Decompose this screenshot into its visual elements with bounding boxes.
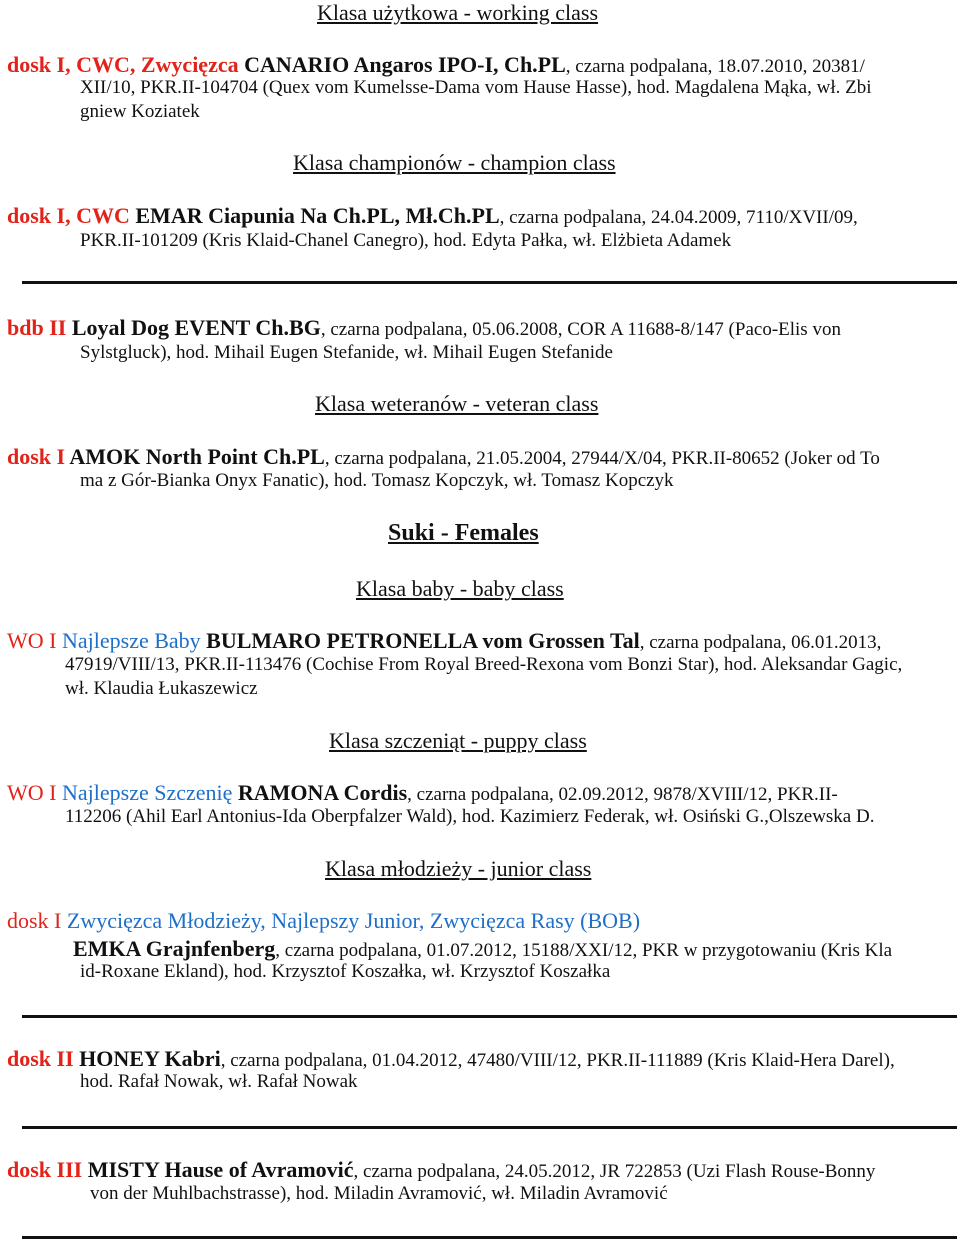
placement: dosk I (7, 908, 62, 933)
dog-name: EMAR Ciapunia Na Ch.PL, Mł.Ch.PL (129, 203, 500, 228)
entry-honey-line2: hod. Rafał Nowak, wł. Rafał Nowak (80, 1071, 358, 1092)
dog-name: MISTY Hause of Avramović (82, 1157, 354, 1182)
heading-junior-class: Klasa młodzieży - junior class (325, 856, 592, 881)
heading-working-class: Klasa użytkowa - working class (317, 0, 599, 25)
divider (22, 1236, 957, 1239)
placement: dosk III (7, 1157, 83, 1182)
dog-name: HONEY Kabri (73, 1046, 221, 1071)
details: , czarna podpalana, 24.04.2009, 7110/XVII/09, (499, 207, 858, 228)
dog-name: AMOK North Point Ch.PL (65, 444, 325, 469)
titles: CWC, Zwycięzca (70, 52, 239, 77)
entry-emar (7, 203, 858, 229)
entry-honey (7, 1046, 895, 1072)
details: , czarna podpalana, 18.07.2010, 20381/ (565, 56, 865, 77)
entry-misty (7, 1157, 875, 1183)
entry-emka-titles (7, 908, 640, 934)
entry-bulmaro-petronella (7, 628, 881, 654)
titles: Zwycięzca Młodzieży, Najlepszy Junior, Zwycięzca Rasy (BOB) (61, 908, 641, 933)
heading-veteran-class: Klasa weteranów - veteran class (315, 391, 599, 416)
dog-name: CANARIO Angaros IPO-I, Ch.PL (238, 52, 566, 77)
entry-ramona (7, 780, 838, 806)
entry-canario-line3: gniew Koziatek (80, 101, 200, 122)
placement: dosk I, (7, 203, 71, 228)
divider (22, 1015, 957, 1018)
entry-canario-line2: XII/10, PKR.II-104704 (Quex vom Kumelsse-Dama vom Hause Hasse), hod. Magdalena Mąka, wł. Zbi (80, 77, 872, 98)
heading-champion-class: Klasa championów - champion class (293, 150, 616, 175)
details: , czarna podpalana, 24.05.2012, JR 722853 (Uzi Flash Rouse-Bonny (353, 1161, 876, 1182)
details: , czarna podpalana, 21.05.2004, 27944/X/04, PKR.II-80652 (Joker od To (324, 448, 880, 469)
dog-name: RAMONA Cordis (232, 780, 408, 805)
dog-name: EMKA Grajnfenberg (73, 936, 276, 961)
entry-ramona-line2: 112206 (Ahil Earl Antonius-Ida Oberpfalzer Wald), hod. Kazimierz Federak, wł. Osiński G.,Olszewska D. (65, 806, 875, 827)
placement: WO I (7, 780, 57, 805)
titles: Najlepsze Szczenię (56, 780, 233, 805)
details: , czarna podpalana, 02.09.2012, 9878/XVIII/12, PKR.II- (407, 784, 838, 805)
dog-name: Loyal Dog EVENT Ch.BG (66, 315, 321, 340)
placement: WO I (7, 628, 57, 653)
titles: CWC (70, 203, 130, 228)
entry-misty-line2: von der Muhlbachstrasse), hod. Miladin Avramović, wł. Miladin Avramović (90, 1183, 668, 1204)
placement: dosk I, (7, 52, 71, 77)
details: , czarna podpalana, 01.04.2012, 47480/VIII/12, PKR.II-111889 (Kris Klaid-Hera Darel), (220, 1050, 895, 1071)
divider (22, 281, 957, 284)
placement: bdb II (7, 315, 67, 340)
details: , czarna podpalana, 05.06.2008, COR A 11688-8/147 (Paco-Elis von (320, 319, 841, 340)
entry-amok (7, 444, 880, 470)
entry-loyal-dog-event (7, 315, 841, 341)
dog-name: BULMARO PETRONELLA vom Grossen Tal (200, 628, 640, 653)
details: , czarna podpalana, 06.01.2013, (639, 632, 882, 653)
placement: dosk I (7, 444, 66, 469)
entry-emka-line3: id-Roxane Ekland), hod. Krzysztof Koszałka, wł. Krzysztof Koszałka (80, 961, 611, 982)
heading-baby-class: Klasa baby - baby class (356, 576, 564, 601)
divider (22, 1126, 957, 1129)
entry-loyal-dog-event-line2: Sylstgluck), hod. Mihail Eugen Stefanide, wł. Mihail Eugen Stefanide (80, 342, 613, 363)
placement: dosk II (7, 1046, 74, 1071)
heading-females: Suki - Females (388, 520, 539, 546)
entry-bulmaro-petronella-line2: 47919/VIII/13, PKR.II-113476 (Cochise From Royal Breed-Rexona vom Bonzi Star), hod. Aleksandar Gagic, (65, 654, 903, 675)
entry-emar-line2: PKR.II-101209 (Kris Klaid-Chanel Canegro), hod. Edyta Pałka, wł. Elżbieta Adamek (80, 230, 732, 251)
entry-emka (73, 936, 892, 962)
entry-bulmaro-petronella-line3: wł. Klaudia Łukaszewicz (65, 678, 258, 699)
entry-canario (7, 52, 865, 78)
heading-puppy-class: Klasa szczeniąt - puppy class (329, 728, 587, 753)
details: , czarna podpalana, 01.07.2012, 15188/XXI/12, PKR w przygotowaniu (Kris Kla (275, 940, 893, 961)
entry-amok-line2: ma z Gór-Bianka Onyx Fanatic), hod. Tomasz Kopczyk, wł. Tomasz Kopczyk (80, 470, 674, 491)
titles: Najlepsze Baby (56, 628, 201, 653)
